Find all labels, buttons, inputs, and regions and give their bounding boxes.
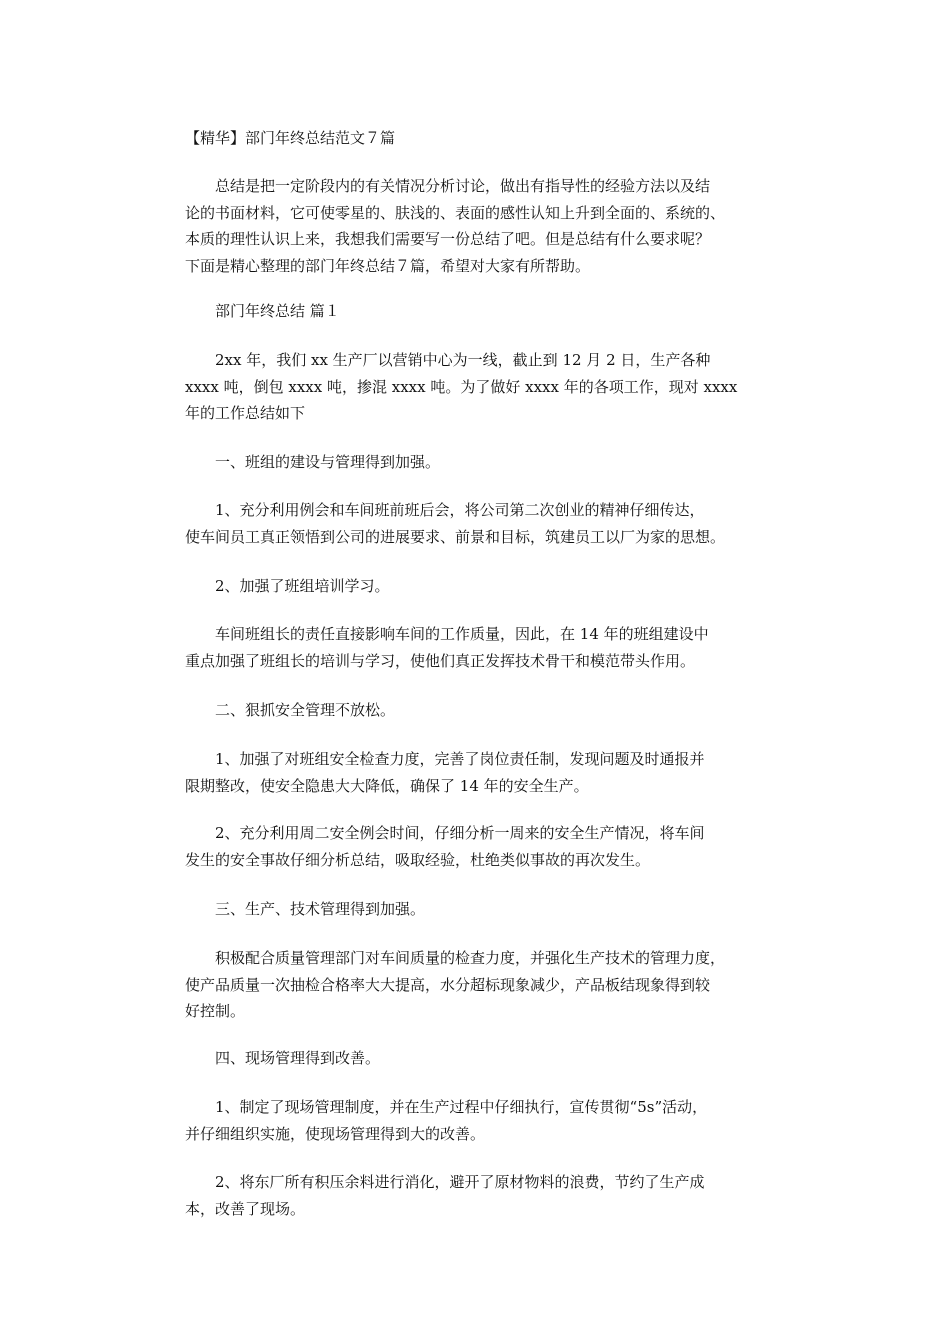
paragraph-line: 积极配合质量管理部门对车间质量的检查力度，并强化生产技术的管理力度，	[215, 949, 726, 967]
section-heading	[185, 896, 785, 923]
paragraph-line: 下面是精心整理的部门年终总结７篇，希望对大家有所帮助。	[185, 256, 591, 275]
paragraph-line: 发生的安全事故仔细分析总结，吸取经验，杜绝类似事故的再次发生。	[185, 850, 651, 869]
paragraph-line: 2、充分利用周二安全例会时间，仔细分析一周来的安全生产情况，将车间	[215, 824, 705, 842]
section-heading	[185, 1045, 785, 1072]
intro-paragraph	[185, 173, 785, 279]
paragraph-line: 总结是把一定阶段内的有关情况分析讨论，做出有指导性的经验方法以及结	[215, 177, 711, 195]
paragraph-line: 1、充分利用例会和车间班前班后会，将公司第二次创业的精神仔细传达，	[215, 501, 705, 519]
paragraph-line: xxxx 吨，倒包 xxxx 吨，掺混 xxxx 吨。为了做好 xxxx 年的各项工作，现对 xxxx	[185, 377, 738, 396]
paragraph-line: 1、加强了对班组安全检查力度，完善了岗位责任制，发现问题及时通报并	[215, 750, 705, 768]
body-paragraph	[185, 945, 785, 1025]
paragraph-line: 论的书面材料，它可使零星的、肤浅的、表面的感性认知上升到全面的、系统的、	[185, 203, 726, 222]
paragraph-line: 二、狠抓安全管理不放松。	[215, 701, 396, 719]
body-paragraph	[185, 1094, 785, 1147]
body-paragraph	[185, 621, 785, 674]
body-paragraph	[185, 1169, 785, 1222]
paragraph-line: 1、制定了现场管理制度，并在生产过程中仔细执行，宣传贯彻“5s”活动，	[215, 1098, 708, 1116]
section-heading	[185, 449, 785, 476]
paragraph-line: 限期整改，使安全隐患大大降低，确保了 14 年的安全生产。	[185, 776, 589, 795]
paragraph-line: 一、班组的建设与管理得到加强。	[215, 453, 441, 471]
paragraph-line: 本，改善了现场。	[185, 1199, 306, 1218]
paragraph-line: 使车间员工真正领悟到公司的进展要求、前景和目标，筑建员工以厂为家的思想。	[185, 527, 726, 546]
paragraph-line: 好控制。	[185, 1002, 246, 1020]
body-paragraph	[185, 573, 785, 600]
section-heading	[185, 697, 785, 724]
paragraph-line: 并仔细组织实施，使现场管理得到大的改善。	[185, 1124, 486, 1143]
body-paragraph	[185, 820, 785, 873]
body-paragraph	[185, 347, 785, 427]
paragraph-line: 部门年终总结 篇１	[215, 302, 340, 320]
paragraph-line: 三、生产、技术管理得到加强。	[215, 900, 426, 918]
paragraph-line: 本质的理性认识上来，我想我们需要写一份总结了吧。但是总结有什么要求呢？	[185, 230, 711, 248]
document-title: 【精华】部门年终总结范文７篇	[185, 129, 396, 147]
paragraph-line: 年的工作总结如下	[185, 404, 306, 422]
paragraph-line: 重点加强了班组长的培训与学习，使他们真正发挥技术骨干和模范带头作用。	[185, 651, 696, 670]
body-paragraph	[185, 497, 785, 550]
paragraph-line: 使产品质量一次抽检合格率大大提高，水分超标现象减少，产品板结现象得到较	[185, 975, 711, 994]
paragraph-line: 四、现场管理得到改善。	[215, 1049, 381, 1067]
paragraph-line: 2、加强了班组培训学习。	[215, 577, 390, 595]
paragraph-line: 车间班组长的责任直接影响车间的工作质量，因此，在 14 年的班组建设中	[215, 625, 709, 643]
section-heading	[185, 298, 785, 325]
body-paragraph	[185, 746, 785, 799]
paragraph-line: 2xx 年，我们 xx 生产厂以营销中心为一线，截止到 12 月 2 日，生产各种	[215, 351, 711, 369]
paragraph-line: 2、将东厂所有积压余料进行消化，避开了原材物料的浪费，节约了生产成	[215, 1173, 705, 1191]
